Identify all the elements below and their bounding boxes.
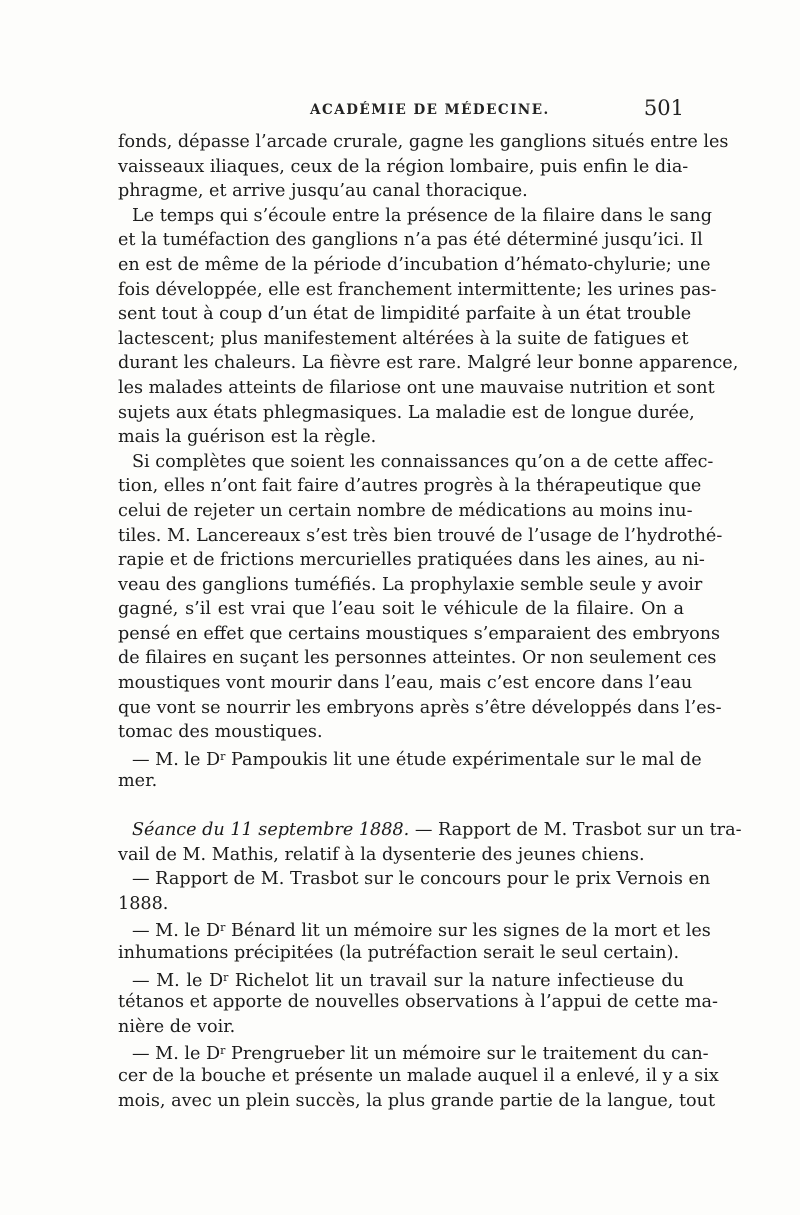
superscript-r: r — [220, 749, 226, 763]
text-line: celui de rejeter un certain nombre de médications au moins inu- — [118, 500, 693, 521]
text-line: phragme, et arrive jusqu’au canal thoracique. — [118, 181, 528, 202]
text-line: mois, avec un plein succès, la plus grande partie de la langue, tout — [118, 1090, 716, 1111]
line-lead: — M. le D — [132, 921, 221, 942]
text-line: inhumations précipitées (la putréfaction serait le seul certain). — [118, 943, 680, 963]
line-lead: — M. le D — [132, 749, 221, 770]
text-line: vail de M. Mathis, relatif à la dysenterie des jeunes chiens. — [118, 844, 645, 865]
text-line: gagné, s’il est vrai que l’eau soit le véhicule de la filaire. On a — [118, 599, 684, 620]
text-line: pensé en effet que certains moustiques s’emparaient des embryons — [118, 623, 721, 644]
text-line: 1888. — [118, 893, 169, 914]
text-line: mais la guérison est la règle. — [118, 427, 377, 448]
text-line: nière de voir. — [118, 1016, 236, 1037]
paragraph-start-line — [118, 916, 711, 942]
paragraph-start-line — [118, 745, 702, 770]
line-lead: — M. le D — [132, 970, 224, 991]
seance-date: Séance du 11 septembre 1888. — [132, 820, 410, 841]
paragraph-start-line — [118, 1039, 709, 1065]
page-number: 501 — [643, 96, 684, 120]
superscript-r: r — [220, 921, 226, 935]
section-gap — [118, 794, 684, 818]
line-tail: Prengrueber lit un mémoire sur le traitement du can- — [225, 1044, 709, 1065]
text-line: que vont se nourrir les embryons après s’être développés dans l’es- — [118, 697, 722, 718]
paragraph-start-line: Le temps qui s’écoule entre la présence de la filaire dans le sang — [132, 205, 712, 226]
paragraph-start-line: Si complètes que soient les connaissances qu’on a de cette affec- — [132, 451, 714, 472]
text-line: cer de la bouche et présente un malade auquel il a enlevé, il y a six — [118, 1065, 719, 1086]
page-header — [118, 96, 686, 126]
text-line: veau des ganglions tuméfiés. La prophylaxie semble seule y avoir — [118, 574, 703, 595]
line-tail: — Rapport de M. Trasbot sur un tra- — [409, 820, 742, 841]
text-line: rapie et de frictions mercurielles pratiquées dans les aines, au ni- — [118, 550, 705, 571]
seance-heading-line — [118, 818, 742, 843]
superscript-r: r — [223, 970, 229, 984]
text-line: de filaires en suçant les personnes atteintes. Or non seulement ces — [118, 648, 717, 669]
text-line: tiles. M. Lancereaux s’est très bien trouvé de l’usage de l’hydrothé- — [118, 525, 723, 546]
body-text — [118, 130, 742, 1113]
text-line: durant les chaleurs. La fièvre est rare. Malgré leur bonne apparence, — [118, 353, 739, 374]
text-line: sujets aux états phlegmasiques. La maladie est de longue durée, — [118, 402, 695, 423]
superscript-r: r — [220, 1044, 226, 1058]
text-line: lactescent; plus manifestement altérées à la suite de fatigues et — [118, 328, 689, 349]
line-tail: Pampoukis lit une étude expérimentale sur le mal de — [225, 749, 702, 770]
text-line: fonds, dépasse l’arcade crurale, gagne les ganglions situés entre les — [118, 132, 729, 152]
line-lead: — M. le D — [132, 1044, 221, 1065]
text-line: les malades atteints de filariose ont une mauvaise nutrition et sont — [118, 377, 715, 398]
text-line: en est de même de la période d’incubation d’hémato-chylurie; une — [118, 254, 711, 275]
paragraph-start-line — [118, 966, 684, 991]
text-line: tétanos et apporte de nouvelles observations à l’appui de cette ma- — [118, 992, 718, 1013]
text-line: tion, elles n’ont fait faire d’autres progrès à la thérapeutique que — [118, 476, 702, 497]
text-line: tomac des moustiques. — [118, 722, 323, 743]
paragraph-start-line: — Rapport de M. Trasbot sur le concours pour le prix Vernois en — [132, 869, 711, 890]
text-line: fois développée, elle est franchement intermittente; les urines pas- — [118, 279, 717, 300]
text-line: sent tout à coup d’un état de limpidité parfaite à un état trouble — [118, 304, 692, 325]
text-line: moustiques vont mourir dans l’eau, mais c’est encore dans l’eau — [118, 673, 693, 694]
text-line: vaisseaux iliaques, ceux de la région lombaire, puis enfin le dia- — [118, 156, 689, 177]
running-head: ACADÉMIE DE MÉDECINE. — [310, 102, 550, 118]
line-tail: Bénard lit un mémoire sur les signes de la mort et les — [225, 921, 711, 942]
text-line: et la tuméfaction des ganglions n’a pas été déterminé jusqu’ici. Il — [118, 230, 703, 251]
text-line: mer. — [118, 771, 158, 792]
line-tail: Richelot lit un travail sur la nature infectieuse du — [228, 970, 684, 991]
